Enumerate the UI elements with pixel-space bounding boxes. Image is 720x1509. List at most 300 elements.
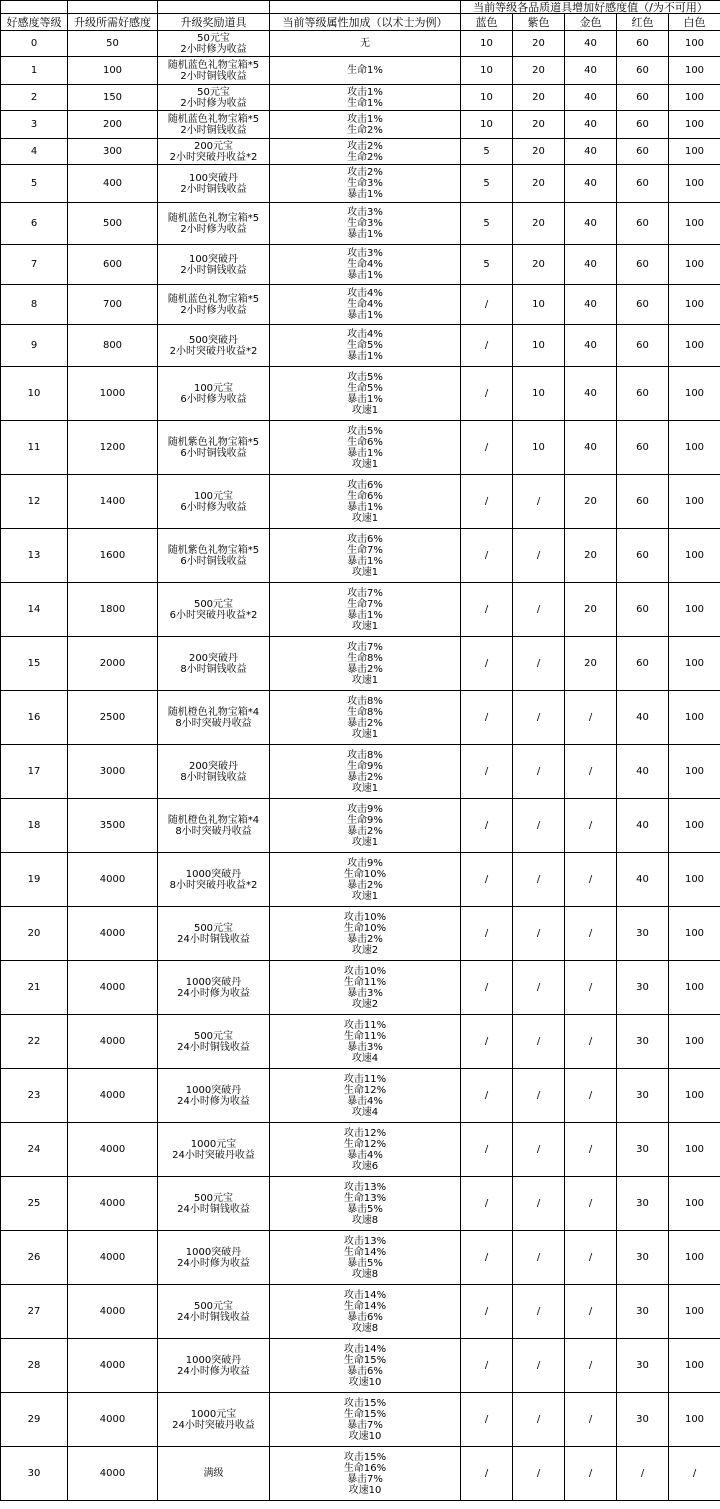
cell-quality-blue: / [461,1285,513,1339]
table-row [1,421,720,475]
cell-bonus: 攻击9% 生命9% 暴击2% 攻速1 [270,799,461,853]
cell-quality-purple: / [513,1015,565,1069]
cell-quality-white: 100 [669,165,720,203]
cell-reward: 500元宝 6小时突破丹收益*2 [158,583,270,637]
cell-reward: 1000突破丹 24小时修为收益 [158,961,270,1015]
cell-quality-gold: 40 [565,57,617,85]
cell-quality-gold: 40 [565,285,617,325]
cell-quality-white: 100 [669,85,720,111]
table-row [1,165,720,203]
cell-quality-blue: / [461,1069,513,1123]
table-row [1,203,720,245]
cell-required: 150 [68,85,158,111]
cell-reward: 500元宝 24小时铜钱收益 [158,1177,270,1231]
table-row [1,1015,720,1069]
cell-quality-blue: / [461,853,513,907]
cell-quality-white: 100 [669,583,720,637]
cell-bonus: 攻击1% 生命2% [270,111,461,139]
cell-level: 28 [1,1339,68,1393]
cell-quality-red: 30 [617,1231,669,1285]
cell-bonus: 生命1% [270,57,461,85]
cell-quality-blue: / [461,1339,513,1393]
cell-quality-purple: 20 [513,85,565,111]
cell-bonus: 攻击7% 生命8% 暴击2% 攻速1 [270,637,461,691]
cell-quality-blue: / [461,1231,513,1285]
header-quality-blue: 蓝色 [461,14,513,31]
cell-quality-purple: / [513,637,565,691]
cell-reward: 1000元宝 24小时突破丹收益 [158,1393,270,1447]
cell-quality-purple: 10 [513,325,565,367]
cell-level: 21 [1,961,68,1015]
cell-level: 13 [1,529,68,583]
cell-required: 600 [68,245,158,285]
cell-reward: 200突破丹 8小时铜钱收益 [158,637,270,691]
cell-level: 22 [1,1015,68,1069]
cell-quality-red: 30 [617,1123,669,1177]
cell-quality-blue: 10 [461,111,513,139]
table-row [1,285,720,325]
cell-reward: 500元宝 24小时铜钱收益 [158,1285,270,1339]
cell-quality-blue: / [461,1447,513,1501]
cell-quality-red: 60 [617,325,669,367]
cell-quality-purple: 20 [513,139,565,165]
cell-required: 4000 [68,1015,158,1069]
table-row [1,1069,720,1123]
cell-quality-blue: 5 [461,139,513,165]
table-row [1,529,720,583]
cell-quality-red: 30 [617,961,669,1015]
cell-quality-red: 40 [617,691,669,745]
cell-required: 100 [68,57,158,85]
cell-bonus: 攻击11% 生命11% 暴击3% 攻速4 [270,1015,461,1069]
cell-quality-gold: / [565,1393,617,1447]
cell-quality-purple: / [513,1339,565,1393]
cell-reward: 50元宝 2小时修为收益 [158,85,270,111]
table-row [1,31,720,57]
cell-quality-white: 100 [669,691,720,745]
cell-quality-purple: / [513,1393,565,1447]
header-blank [1,1,68,14]
cell-quality-white: 100 [669,325,720,367]
cell-bonus: 攻击1% 生命1% [270,85,461,111]
table-row [1,85,720,111]
cell-required: 500 [68,203,158,245]
cell-quality-purple: 10 [513,285,565,325]
header-quality-gold: 金色 [565,14,617,31]
cell-required: 2500 [68,691,158,745]
cell-reward: 随机紫色礼物宝箱*5 6小时铜钱收益 [158,529,270,583]
cell-quality-purple: 10 [513,367,565,421]
cell-reward: 100元宝 6小时修为收益 [158,367,270,421]
cell-quality-purple: / [513,1231,565,1285]
cell-level: 27 [1,1285,68,1339]
cell-bonus: 攻击3% 生命4% 暴击1% [270,245,461,285]
cell-quality-red: 60 [617,421,669,475]
cell-quality-blue: / [461,421,513,475]
cell-quality-white: 100 [669,529,720,583]
cell-quality-gold: 40 [565,31,617,57]
cell-quality-gold: 40 [565,203,617,245]
cell-quality-blue: / [461,961,513,1015]
header-quality-white: 白色 [669,14,720,31]
table-row [1,367,720,421]
cell-bonus: 攻击5% 生命6% 暴击1% 攻速1 [270,421,461,475]
cell-bonus: 攻击3% 生命3% 暴击1% [270,203,461,245]
cell-quality-red: 30 [617,1177,669,1231]
cell-required: 50 [68,31,158,57]
cell-quality-red: 60 [617,165,669,203]
cell-reward: 1000突破丹 24小时修为收益 [158,1069,270,1123]
cell-quality-blue: 10 [461,31,513,57]
cell-required: 400 [68,165,158,203]
cell-quality-red: 60 [617,31,669,57]
cell-reward: 随机橙色礼物宝箱*4 8小时突破丹收益 [158,691,270,745]
cell-bonus: 攻击8% 生命9% 暴击2% 攻速1 [270,745,461,799]
cell-level: 15 [1,637,68,691]
cell-bonus: 攻击12% 生命12% 暴击4% 攻速6 [270,1123,461,1177]
cell-quality-gold: / [565,1231,617,1285]
cell-quality-red: 60 [617,57,669,85]
cell-quality-gold: 40 [565,245,617,285]
cell-quality-gold: / [565,799,617,853]
table-row [1,139,720,165]
cell-level: 9 [1,325,68,367]
cell-level: 3 [1,111,68,139]
cell-bonus: 攻击15% 生命15% 暴击7% 攻速10 [270,1393,461,1447]
cell-required: 1200 [68,421,158,475]
table-row [1,583,720,637]
cell-reward: 随机紫色礼物宝箱*5 6小时铜钱收益 [158,421,270,475]
cell-quality-gold: 40 [565,111,617,139]
cell-quality-purple: 20 [513,165,565,203]
cell-level: 25 [1,1177,68,1231]
cell-bonus: 攻击9% 生命10% 暴击2% 攻速1 [270,853,461,907]
cell-quality-purple: / [513,853,565,907]
cell-quality-gold: / [565,1177,617,1231]
cell-quality-white: 100 [669,1285,720,1339]
cell-bonus: 攻击5% 生命5% 暴击1% 攻速1 [270,367,461,421]
cell-quality-purple: / [513,691,565,745]
cell-quality-blue: / [461,1015,513,1069]
cell-quality-gold: 40 [565,421,617,475]
cell-quality-red: 60 [617,85,669,111]
cell-quality-white: 100 [669,907,720,961]
cell-quality-gold: / [565,853,617,907]
table-row [1,1123,720,1177]
table-body [1,31,720,1501]
cell-reward: 1000突破丹 8小时突破丹收益*2 [158,853,270,907]
cell-required: 4000 [68,1177,158,1231]
cell-quality-white: 100 [669,475,720,529]
cell-quality-red: 60 [617,139,669,165]
cell-quality-white: 100 [669,1177,720,1231]
header-bonus: 当前等级属性加成（以术士为例） [270,14,461,31]
header-reward: 升级奖励道具 [158,14,270,31]
cell-quality-gold: / [565,1285,617,1339]
cell-quality-gold: / [565,1339,617,1393]
cell-quality-blue: / [461,475,513,529]
cell-quality-red: 60 [617,203,669,245]
cell-reward: 500元宝 24小时铜钱收益 [158,1015,270,1069]
cell-quality-purple: 20 [513,111,565,139]
cell-reward: 1000突破丹 24小时修为收益 [158,1231,270,1285]
cell-quality-purple: / [513,1285,565,1339]
cell-quality-purple: / [513,475,565,529]
cell-reward: 100突破丹 2小时铜钱收益 [158,165,270,203]
cell-required: 3500 [68,799,158,853]
cell-quality-blue: / [461,325,513,367]
cell-bonus: 攻击6% 生命6% 暴击1% 攻速1 [270,475,461,529]
cell-quality-blue: / [461,799,513,853]
cell-reward: 200元宝 2小时突破丹收益*2 [158,139,270,165]
cell-quality-white: 100 [669,1069,720,1123]
cell-level: 0 [1,31,68,57]
cell-level: 17 [1,745,68,799]
cell-quality-gold: / [565,907,617,961]
cell-quality-purple: 20 [513,57,565,85]
cell-reward: 随机蓝色礼物宝箱*5 2小时铜钱收益 [158,57,270,85]
cell-reward: 随机蓝色礼物宝箱*5 2小时铜钱收益 [158,111,270,139]
cell-bonus: 攻击8% 生命8% 暴击2% 攻速1 [270,691,461,745]
header-blank [158,1,270,14]
cell-bonus: 攻击10% 生命10% 暴击2% 攻速2 [270,907,461,961]
cell-quality-white: 100 [669,245,720,285]
cell-quality-purple: / [513,1123,565,1177]
cell-bonus: 攻击13% 生命13% 暴击5% 攻速8 [270,1177,461,1231]
cell-reward: 500突破丹 2小时突破丹收益*2 [158,325,270,367]
cell-bonus: 攻击2% 生命3% 暴击1% [270,165,461,203]
cell-reward: 随机橙色礼物宝箱*4 8小时突破丹收益 [158,799,270,853]
cell-quality-gold: / [565,691,617,745]
cell-quality-red: 30 [617,1069,669,1123]
cell-bonus: 攻击6% 生命7% 暴击1% 攻速1 [270,529,461,583]
cell-required: 200 [68,111,158,139]
cell-required: 2000 [68,637,158,691]
cell-quality-white: 100 [669,799,720,853]
cell-required: 4000 [68,1339,158,1393]
cell-level: 12 [1,475,68,529]
cell-reward: 1000元宝 24小时突破丹收益 [158,1123,270,1177]
table-row [1,1231,720,1285]
cell-required: 1800 [68,583,158,637]
cell-quality-blue: 5 [461,203,513,245]
cell-reward: 随机蓝色礼物宝箱*5 2小时修为收益 [158,203,270,245]
cell-quality-gold: / [565,1015,617,1069]
table-row [1,961,720,1015]
cell-quality-white: 100 [669,57,720,85]
cell-quality-blue: / [461,745,513,799]
cell-quality-red: 40 [617,799,669,853]
table-row [1,1177,720,1231]
cell-level: 26 [1,1231,68,1285]
table-row [1,853,720,907]
cell-quality-white: 100 [669,853,720,907]
cell-required: 300 [68,139,158,165]
cell-bonus: 攻击15% 生命16% 暴击7% 攻速10 [270,1447,461,1501]
cell-quality-red: 40 [617,745,669,799]
cell-quality-purple: / [513,1447,565,1501]
cell-required: 1400 [68,475,158,529]
cell-quality-purple: / [513,1069,565,1123]
cell-quality-white: 100 [669,421,720,475]
cell-quality-purple: / [513,799,565,853]
cell-quality-red: 30 [617,1285,669,1339]
table-row [1,57,720,85]
cell-quality-purple: / [513,907,565,961]
cell-quality-gold: / [565,1123,617,1177]
cell-quality-red: 60 [617,245,669,285]
cell-quality-white: 100 [669,745,720,799]
table-row [1,799,720,853]
cell-quality-blue: 10 [461,57,513,85]
header-quality-group: 当前等级各品质道具增加好感度值（/为不可用） [461,1,720,14]
header-blank [68,1,158,14]
cell-quality-white: 100 [669,637,720,691]
cell-level: 11 [1,421,68,475]
cell-level: 5 [1,165,68,203]
cell-level: 4 [1,139,68,165]
cell-quality-purple: 20 [513,203,565,245]
cell-reward: 500元宝 24小时铜钱收益 [158,907,270,961]
cell-quality-red: 40 [617,853,669,907]
cell-quality-white: 100 [669,1015,720,1069]
cell-quality-blue: / [461,583,513,637]
cell-required: 1600 [68,529,158,583]
cell-quality-blue: / [461,285,513,325]
cell-quality-gold: 40 [565,165,617,203]
cell-quality-gold: / [565,961,617,1015]
cell-required: 800 [68,325,158,367]
cell-required: 700 [68,285,158,325]
cell-required: 3000 [68,745,158,799]
cell-quality-red: 60 [617,475,669,529]
cell-bonus: 攻击11% 生命12% 暴击4% 攻速4 [270,1069,461,1123]
cell-quality-white: 100 [669,1393,720,1447]
cell-required: 4000 [68,853,158,907]
table-row [1,1447,720,1501]
cell-level: 1 [1,57,68,85]
cell-required: 4000 [68,1123,158,1177]
cell-bonus: 攻击2% 生命2% [270,139,461,165]
cell-required: 4000 [68,1393,158,1447]
cell-quality-blue: 10 [461,85,513,111]
cell-quality-gold: 20 [565,475,617,529]
cell-quality-gold: 40 [565,325,617,367]
cell-quality-blue: 5 [461,245,513,285]
cell-reward: 50元宝 2小时修为收益 [158,31,270,57]
cell-level: 20 [1,907,68,961]
cell-quality-purple: / [513,529,565,583]
cell-quality-blue: / [461,691,513,745]
cell-level: 6 [1,203,68,245]
cell-bonus: 攻击7% 生命7% 暴击1% 攻速1 [270,583,461,637]
cell-quality-gold: / [565,745,617,799]
cell-quality-red: 30 [617,1339,669,1393]
cell-quality-white: 100 [669,285,720,325]
cell-quality-red: 60 [617,637,669,691]
cell-quality-purple: 10 [513,421,565,475]
cell-quality-white: / [669,1447,720,1501]
table-row [1,475,720,529]
cell-quality-purple: 20 [513,31,565,57]
table-row [1,907,720,961]
cell-quality-blue: / [461,1123,513,1177]
cell-quality-gold: / [565,1447,617,1501]
cell-quality-gold: 40 [565,85,617,111]
cell-level: 30 [1,1447,68,1501]
cell-bonus: 攻击4% 生命4% 暴击1% [270,285,461,325]
cell-quality-blue: / [461,907,513,961]
header-quality-purple: 紫色 [513,14,565,31]
header-blank [270,1,461,14]
cell-quality-blue: / [461,637,513,691]
cell-required: 1000 [68,367,158,421]
cell-level: 16 [1,691,68,745]
cell-bonus: 攻击14% 生命15% 暴击6% 攻速10 [270,1339,461,1393]
cell-required: 4000 [68,1285,158,1339]
cell-quality-purple: / [513,1177,565,1231]
cell-level: 7 [1,245,68,285]
table-row [1,691,720,745]
table-row [1,1393,720,1447]
header-row [1,14,720,31]
cell-level: 24 [1,1123,68,1177]
cell-quality-white: 100 [669,1339,720,1393]
table-row [1,637,720,691]
cell-required: 4000 [68,1231,158,1285]
table-row [1,745,720,799]
cell-reward: 100突破丹 2小时铜钱收益 [158,245,270,285]
cell-bonus: 攻击13% 生命14% 暴击5% 攻速8 [270,1231,461,1285]
header-quality-red: 红色 [617,14,669,31]
cell-quality-red: 30 [617,907,669,961]
cell-quality-blue: 5 [461,165,513,203]
cell-quality-white: 100 [669,139,720,165]
table-row [1,1285,720,1339]
cell-quality-red: 60 [617,367,669,421]
cell-quality-gold: 40 [565,139,617,165]
cell-required: 4000 [68,1069,158,1123]
cell-quality-gold: 20 [565,529,617,583]
cell-quality-red: 30 [617,1015,669,1069]
cell-level: 14 [1,583,68,637]
cell-level: 18 [1,799,68,853]
table-row [1,245,720,285]
cell-quality-red: 60 [617,529,669,583]
cell-level: 2 [1,85,68,111]
cell-level: 10 [1,367,68,421]
cell-quality-white: 100 [669,203,720,245]
cell-quality-gold: 20 [565,583,617,637]
cell-required: 4000 [68,907,158,961]
cell-quality-red: 60 [617,583,669,637]
cell-quality-gold: / [565,1069,617,1123]
cell-bonus: 攻击4% 生命5% 暴击1% [270,325,461,367]
cell-quality-purple: / [513,583,565,637]
cell-reward: 1000突破丹 24小时修为收益 [158,1339,270,1393]
cell-quality-white: 100 [669,1123,720,1177]
cell-reward: 100元宝 6小时修为收益 [158,475,270,529]
cell-quality-blue: / [461,1393,513,1447]
cell-quality-purple: / [513,745,565,799]
header-row-top [1,1,720,14]
cell-quality-red: 30 [617,1393,669,1447]
cell-required: 4000 [68,961,158,1015]
cell-level: 8 [1,285,68,325]
cell-quality-red: 60 [617,285,669,325]
cell-quality-blue: / [461,367,513,421]
cell-quality-white: 100 [669,31,720,57]
